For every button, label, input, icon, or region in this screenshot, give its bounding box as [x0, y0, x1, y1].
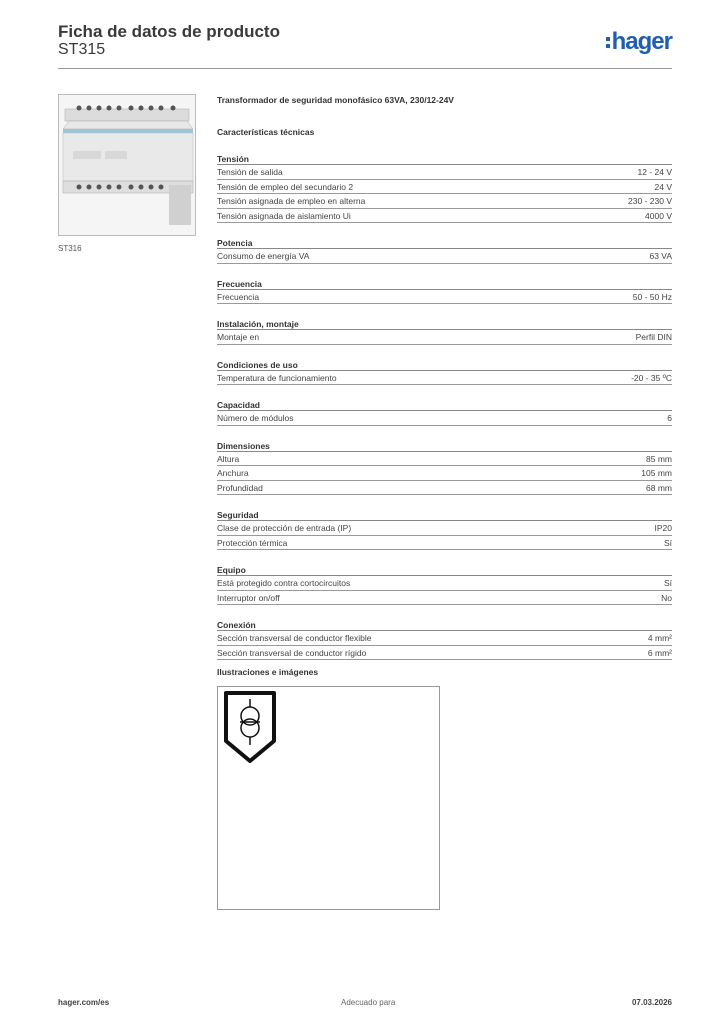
spec-group — [217, 564, 672, 605]
spec-label: Frecuencia — [217, 291, 260, 302]
spec-row — [217, 646, 672, 661]
spec-group — [217, 619, 672, 660]
spec-label: Anchura — [217, 468, 249, 478]
header-divider — [58, 68, 672, 69]
spec-value: Sí — [663, 537, 672, 548]
spec-value: 6 mm² — [647, 647, 672, 658]
footer-date: 07.03.2026 — [631, 998, 672, 1007]
spec-label: Montaje en — [217, 332, 260, 342]
spec-label: Tensión de empleo del secundario 2 — [217, 181, 354, 192]
spec-group — [217, 318, 672, 345]
spec-group-title: Conexión — [217, 619, 672, 631]
product-code: ST315 — [58, 41, 106, 58]
spec-label: Está protegido contra cortocircuitos — [217, 578, 351, 588]
spec-value: 85 mm — [646, 453, 672, 464]
spec-value: 68 mm — [646, 482, 672, 493]
spec-row — [217, 452, 672, 467]
spec-row — [217, 180, 672, 195]
spec-value: 4000 V — [645, 210, 672, 221]
spec-row — [217, 194, 672, 209]
product-description: Transformador de seguridad monofásico 63VA, 230/12-24V — [217, 95, 454, 105]
logo-text: hager — [611, 28, 672, 55]
spec-row — [217, 411, 672, 426]
spec-row — [217, 371, 672, 386]
logo-dots-icon — [606, 37, 610, 48]
spec-row — [217, 249, 672, 264]
illustrations-title: Ilustraciones e imágenes — [217, 667, 319, 677]
hager-logo[interactable] — [606, 28, 672, 56]
spec-row — [217, 330, 672, 345]
spec-label: Tensión de salida — [217, 167, 283, 177]
spec-row — [217, 631, 672, 646]
spec-value: 6 — [667, 413, 672, 423]
spec-row — [217, 290, 672, 305]
spec-row — [217, 481, 672, 496]
spec-group-title: Instalación, montaje — [217, 318, 672, 330]
spec-label: Clase de protección de entrada (IP) — [217, 523, 352, 533]
spec-group — [217, 399, 672, 426]
page-header — [58, 20, 672, 68]
spec-value: 12 - 24 V — [637, 167, 672, 177]
spec-group — [217, 359, 672, 386]
spec-row — [217, 576, 672, 591]
spec-row — [217, 466, 672, 481]
spec-value: 230 - 230 V — [628, 196, 672, 206]
spec-label: Tensión asignada de empleo en alterna — [217, 196, 366, 206]
spec-row — [217, 536, 672, 551]
page-title: Ficha de datos de producto — [58, 22, 280, 41]
tech-section-title: Características técnicas — [217, 127, 315, 137]
spec-group-title: Capacidad — [217, 399, 672, 411]
spec-row — [217, 209, 672, 224]
spec-group — [217, 153, 672, 223]
spec-group — [217, 237, 672, 264]
spec-groups — [217, 153, 672, 660]
spec-group-title: Dimensiones — [217, 440, 672, 452]
footer-center-text: Adecuado para — [341, 998, 396, 1007]
spec-label: Consumo de energía VA — [217, 251, 310, 261]
spec-value: 63 VA — [649, 251, 672, 261]
spec-value: 50 - 50 Hz — [632, 291, 672, 302]
spec-value: 24 V — [654, 181, 672, 192]
spec-row — [217, 521, 672, 536]
spec-label: Altura — [217, 453, 240, 464]
spec-value: Sí — [663, 578, 672, 588]
spec-label: Interruptor on/off — [217, 592, 280, 603]
spec-value: 105 mm — [641, 468, 672, 478]
spec-group-title: Equipo — [217, 564, 672, 576]
spec-group-title: Frecuencia — [217, 278, 672, 290]
spec-group-title: Tensión — [217, 153, 672, 165]
spec-label: Sección transversal de conductor flexible — [217, 633, 372, 643]
spec-value: Perfil DIN — [635, 332, 672, 342]
spec-row — [217, 591, 672, 606]
safety-transformer-symbol-icon — [220, 689, 280, 765]
spec-value: No — [661, 592, 672, 603]
illustrations-box — [217, 686, 440, 910]
product-image — [58, 94, 196, 236]
footer-website-link[interactable]: hager.com/es — [58, 998, 110, 1007]
spec-label: Protección térmica — [217, 537, 288, 548]
spec-value: 4 mm² — [647, 633, 672, 643]
spec-value: IP20 — [654, 523, 672, 533]
image-caption: ST316 — [58, 244, 82, 253]
spec-value: -20 - 35 ºC — [631, 372, 672, 383]
spec-row — [217, 165, 672, 180]
spec-group — [217, 440, 672, 496]
spec-label: Temperatura de funcionamiento — [217, 372, 337, 383]
spec-group — [217, 278, 672, 305]
spec-group-title: Condiciones de uso — [217, 359, 672, 371]
spec-label: Tensión asignada de aislamiento Ui — [217, 210, 351, 221]
spec-label: Sección transversal de conductor rígido — [217, 647, 367, 658]
spec-label: Número de módulos — [217, 413, 294, 423]
spec-group — [217, 509, 672, 550]
spec-content — [217, 95, 672, 660]
spec-group-title: Seguridad — [217, 509, 672, 521]
spec-label: Profundidad — [217, 482, 263, 493]
spec-group-title: Potencia — [217, 237, 672, 249]
